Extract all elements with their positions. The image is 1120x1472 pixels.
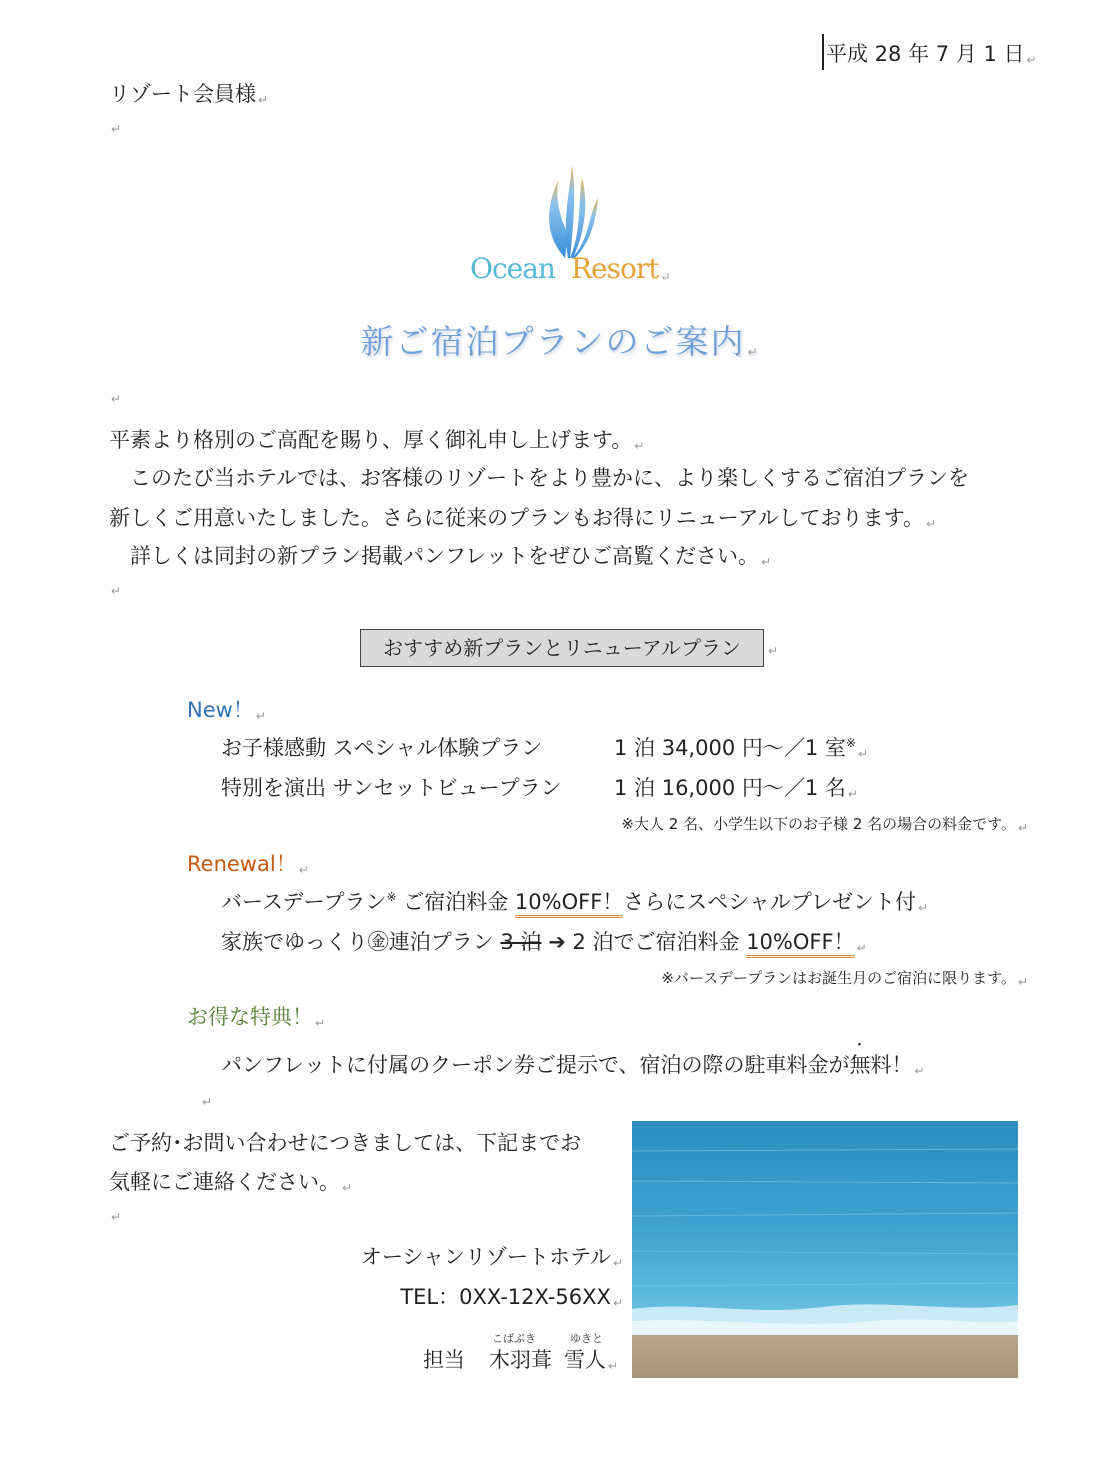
new-plan-1-name: お子様感動 スペシャル体験プラン — [221, 736, 543, 760]
paragraph-mark: ↵ — [111, 1210, 122, 1224]
flame-icon — [470, 160, 670, 260]
renewal-plan-2: 家族でゆっくり㊎連泊プラン 3 泊 ➔ 2 泊でご宿泊料金 10%OFF！ ↵ — [221, 926, 867, 956]
staff-name: 担当 木羽葺 雪人 ↵ — [423, 1348, 619, 1373]
contact-line: 気軽にご連絡ください。 ↵ — [109, 1170, 353, 1195]
new-heading: New！ ↵ — [187, 698, 266, 723]
ruby-given: ゆきと — [570, 1332, 603, 1345]
recipient: リゾート会員様 ↵ — [109, 82, 269, 107]
body-line: 詳しくは同封の新プラン掲載パンフレットをぜひご高覧ください。 ↵ — [109, 544, 772, 569]
renewal-heading: Renewal！ ↵ — [187, 852, 309, 877]
logo-word-ocean: Ocean — [470, 252, 555, 285]
tokuten-line: パンフレットに付属のクーポン券ご提示で、宿泊の際の駐車料金が・ 無料！ ↵ — [221, 1049, 925, 1079]
beach-photo — [632, 1121, 1018, 1378]
logo-word-resort: Resort — [570, 252, 659, 285]
new-note: ※大人 2 名、小学生以下のお子様 2 名の場合の料金です。 $_↵$ — [621, 815, 1028, 835]
body-line: 平素より格別のご高配を賜り、厚く御礼申し上げます。 ↵ — [109, 428, 645, 453]
paragraph-mark: ↵ — [768, 644, 779, 658]
paragraph-mark: ↵ — [202, 1095, 213, 1109]
ruby-surname: こばぶき — [492, 1332, 536, 1345]
telephone: TEL：0XX-12X-56XX ↵ — [400, 1285, 623, 1310]
text-cursor — [822, 34, 824, 70]
discount-highlight: 10%OFF！ — [515, 890, 623, 918]
hotel-name: オーシャンリゾートホテル ↵ — [360, 1245, 623, 1270]
document-title: 新ご宿泊プランのご案内 ↵ — [360, 322, 760, 361]
tokuten-heading: お得な特典！ ↵ — [187, 1005, 326, 1030]
emphasis-dots: ・ 無料 — [850, 1053, 892, 1077]
new-plan-1-price: 1 泊 34,000 円～／1 室※↵ — [614, 736, 869, 761]
section-title-box: おすすめ新プランとリニューアルプラン — [360, 629, 764, 667]
renewal-plan-1: バースデープラン※ ご宿泊料金 10%OFF！さらにスペシャルプレゼント付 ↵ — [221, 886, 928, 916]
paragraph-mark: ↵ — [111, 122, 122, 136]
ocean-resort-logo: Ocean Resort ↵ — [470, 160, 670, 295]
body-line: 新しくご用意いたしました。さらに従来のプランもお得にリニューアルしております。 ↵ — [109, 506, 937, 531]
paragraph-mark: ↵ — [111, 392, 122, 406]
struck-nights: 3 泊 — [500, 930, 542, 954]
document-date: 平成 28 年 7 月 1 日 ↵ — [826, 42, 1037, 67]
new-plan-2-name: 特別を演出 サンセットビュープラン — [221, 776, 562, 800]
body-line: このたび当ホテルでは、お客様のリゾートをより豊かに、より楽しくするご宿泊プランを — [109, 466, 969, 490]
contact-line: ご予約･お問い合わせにつきましては、下記までお — [109, 1131, 582, 1155]
new-plan-2-price: 1 泊 16,000 円～／1 名 ↵ — [614, 776, 858, 801]
paragraph-mark: ↵ — [111, 584, 122, 598]
discount-highlight: 10%OFF！ — [746, 930, 854, 958]
renewal-note: ※バースデープランはお誕生月のご宿泊に限ります。 $_↵$ — [661, 969, 1028, 989]
